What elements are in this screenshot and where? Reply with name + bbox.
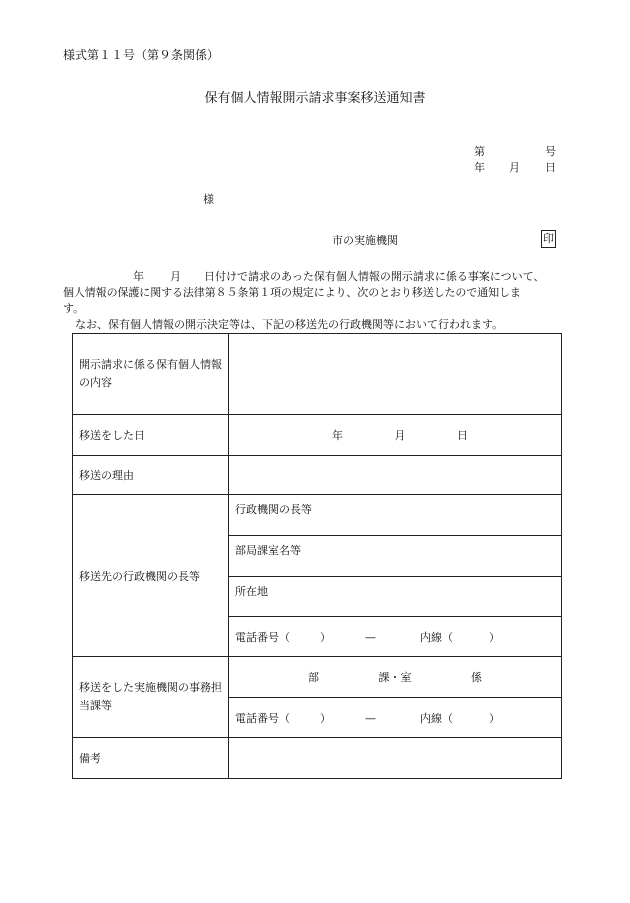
ref-dai: 第 — [474, 145, 485, 158]
body-year: 年 — [133, 270, 144, 283]
ref-go: 号 — [545, 145, 556, 158]
label-destination-agency: 移送先の行政機関の長等 — [73, 495, 229, 657]
body-line1: 日付けで請求のあった保有個人情報の開示請求に係る事案について、 — [204, 270, 545, 283]
ext-label-2: 内線（ — [420, 711, 453, 725]
seal-mark: 印 — [541, 230, 556, 248]
phone-label-2: 電話番号（ — [235, 711, 290, 725]
body-month: 月 — [170, 270, 181, 283]
label-transfer-date: 移送をした日 — [73, 415, 229, 456]
label-requested-info: 開示請求に係る保有個人情報の内容 — [73, 334, 229, 415]
ext-close: ） — [489, 630, 500, 644]
transfer-table — [72, 333, 562, 779]
phone-close: ） — [320, 630, 331, 644]
date-day: 日 — [545, 161, 556, 174]
ext-label: 内線（ — [420, 630, 453, 644]
dest-department[interactable]: 部局課室名等 — [229, 536, 562, 577]
transfer-day: 日 — [457, 429, 468, 442]
transfer-year: 年 — [332, 429, 343, 442]
body-line2: 個人情報の保護に関する法律第８５条第１項の規定により、次のとおり移送したので通知しま — [63, 286, 521, 299]
phone-dash: — — [365, 630, 376, 644]
dest-address[interactable]: 所在地 — [229, 577, 562, 617]
date-month: 月 — [509, 161, 520, 174]
office-ka: 課・室 — [378, 671, 412, 684]
value-transfer-date[interactable] — [229, 415, 562, 456]
phone-label: 電話番号（ — [235, 630, 290, 644]
ext-close-2: ） — [489, 711, 500, 725]
date-year: 年 — [474, 161, 485, 174]
body-line3: す。 — [63, 302, 85, 315]
value-remarks[interactable] — [229, 738, 562, 779]
document-title: 保有個人情報開示請求事案移送通知書 — [204, 91, 426, 106]
label-remarks: 備考 — [73, 738, 229, 779]
value-requested-info[interactable] — [229, 334, 562, 415]
label-sending-office: 移送をした実施機関の事務担当課等 — [73, 657, 229, 738]
transfer-month: 月 — [394, 429, 406, 442]
dest-phone[interactable] — [229, 617, 562, 657]
phone-close-2: ） — [320, 711, 331, 725]
dest-head[interactable]: 行政機関の長等 — [229, 495, 562, 536]
sender-name: 市の実施機関 — [332, 234, 398, 247]
form-number: 様式第１１号（第９条関係） — [63, 48, 220, 62]
phone-dash-2: — — [365, 711, 376, 725]
office-bu: 部 — [308, 671, 319, 684]
sending-office-phone[interactable] — [229, 698, 562, 738]
addressee-sama: 様 — [203, 193, 214, 206]
sending-office-dept[interactable] — [229, 657, 562, 698]
body-line4: なお、保有個人情報の開示決定等は、下記の移送先の行政機関等において行われます。 — [75, 318, 504, 331]
label-transfer-reason: 移送の理由 — [73, 456, 229, 495]
value-transfer-reason[interactable] — [229, 456, 562, 495]
office-kakari: 係 — [471, 671, 482, 684]
